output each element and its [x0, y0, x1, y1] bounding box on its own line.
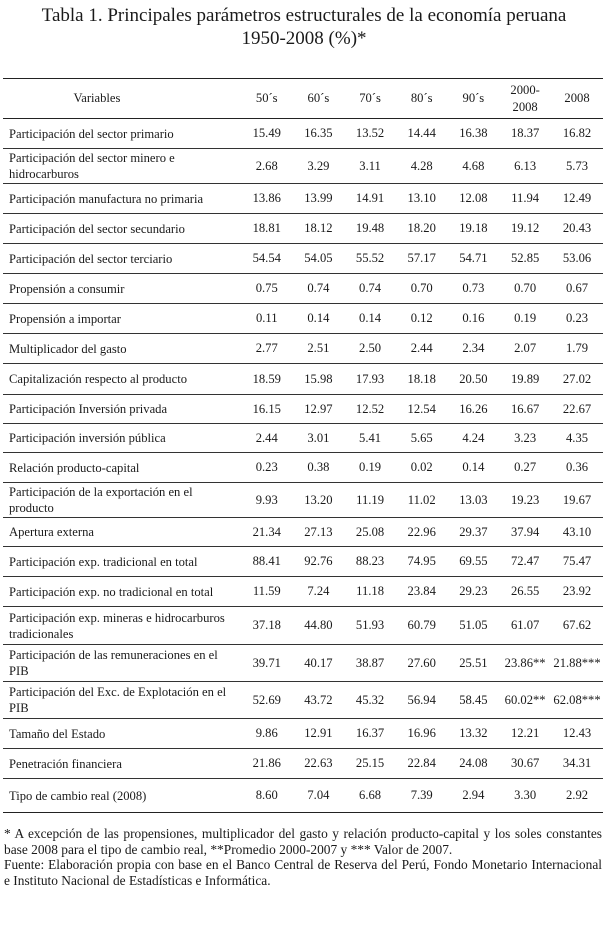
cell-value: 23.84: [407, 584, 436, 598]
cell-value: 12.54: [407, 401, 436, 416]
cell-value: 23.86**: [504, 655, 546, 670]
cell-value: 11.18: [356, 584, 384, 598]
row-label: Participación del sector secundario: [9, 221, 185, 236]
cell-value: 0.74: [307, 281, 330, 295]
cell-value: 18.37: [510, 126, 540, 140]
row-label: Tipo de cambio real (2008): [9, 788, 147, 803]
row-label: Participación inversión pública: [9, 431, 166, 445]
cell-value: 0.19: [359, 460, 382, 474]
cell-value: 7.04: [307, 788, 330, 802]
table-row: [3, 395, 603, 424]
cell-value: 60.79: [407, 618, 436, 632]
cell-value: 0.19: [514, 311, 537, 325]
cell-value: 12.43: [562, 726, 592, 740]
title-line-1: Tabla 1. Principales parámetros estructurales de la economía peruana: [41, 5, 567, 26]
cell-value: 18.59: [252, 371, 281, 386]
cell-value: 21.88***: [553, 655, 601, 670]
cell-value: 2.44: [255, 430, 278, 445]
row-label: Participación del Exc. de Explotación en el PIB: [9, 685, 227, 715]
cell-value: 19.18: [459, 221, 488, 235]
cell-value: 2.92: [566, 788, 589, 802]
cell-value: 4.28: [410, 158, 433, 173]
row-label: Participación exp. tradicional en total: [9, 554, 198, 569]
row-label: Participación exp. mineras e hidrocarburos tradicionales: [9, 610, 225, 641]
cell-value: 52.85: [510, 251, 540, 265]
table-row: [3, 518, 603, 547]
table-row: [3, 453, 603, 483]
cell-value: 60.02**: [504, 692, 546, 707]
cell-value: 61.07: [510, 618, 540, 632]
cell-value: 34.31: [562, 756, 592, 770]
cell-value: 3.30: [514, 788, 537, 802]
table-row: [3, 244, 603, 274]
cell-value: 12.52: [355, 401, 385, 416]
row-label: Participación exp. no tradicional en total: [9, 584, 214, 599]
cell-value: 5.73: [566, 158, 589, 173]
cell-value: 0.14: [359, 311, 382, 325]
cell-value: 3.23: [514, 430, 537, 445]
table-row: [3, 719, 603, 749]
cell-value: 16.35: [304, 126, 333, 140]
cell-value: 39.71: [252, 655, 281, 670]
cell-value: 74.95: [407, 554, 436, 568]
header-70s: 70´s: [359, 91, 381, 105]
table-row: [3, 334, 603, 364]
row-label: Participación de las remuneraciones en el PIB: [9, 648, 218, 678]
row-label: Propensión a importar: [9, 311, 121, 326]
table-row: [3, 274, 603, 304]
table-row: [3, 607, 603, 645]
table-row: [3, 149, 603, 184]
cell-value: 0.75: [255, 281, 278, 295]
table-body: [3, 119, 603, 813]
cell-value: 2.34: [462, 341, 485, 355]
cell-value: 56.94: [407, 692, 436, 707]
cell-value: 14.44: [407, 126, 436, 140]
cell-value: 0.23: [566, 311, 589, 325]
row-label: Penetración financiera: [9, 756, 122, 771]
cell-value: 0.12: [410, 311, 433, 325]
cell-value: 27.60: [407, 655, 436, 670]
cell-value: 7.24: [307, 584, 330, 598]
table-header-row: [3, 79, 603, 119]
cell-value: 18.81: [252, 221, 281, 235]
title-line-2: 1950-2008 (%)*: [241, 28, 367, 49]
cell-value: 12.97: [304, 401, 333, 416]
cell-value: 72.47: [510, 554, 540, 568]
cell-value: 40.17: [304, 655, 333, 670]
cell-value: 3.01: [307, 430, 330, 445]
header-2000-2008: 2000-2008: [510, 82, 540, 114]
cell-value: 52.69: [252, 692, 281, 707]
cell-value: 1.79: [566, 341, 589, 355]
cell-value: 88.23: [355, 554, 385, 568]
row-label: Participación manufactura no primaria: [9, 191, 204, 206]
cell-value: 0.67: [566, 281, 589, 295]
cell-value: 37.18: [252, 618, 281, 632]
cell-value: 2.50: [359, 341, 382, 355]
cell-value: 3.29: [307, 158, 330, 173]
cell-value: 0.70: [410, 281, 433, 295]
row-label: Apertura externa: [9, 525, 94, 539]
cell-value: 0.23: [255, 460, 278, 474]
cell-value: 27.13: [304, 524, 333, 539]
source-text: Fuente: Elaboración propia con base en el Banco Central de Reserva del Perú, Fondo Monetario Internacional e Instituto Nacional de Estadísticas e Informática.: [4, 857, 602, 888]
cell-value: 25.08: [355, 524, 385, 539]
cell-value: 45.32: [355, 692, 385, 707]
cell-value: 2.77: [255, 341, 278, 355]
table-row: [3, 424, 603, 453]
table-row: [3, 547, 603, 577]
cell-value: 18.20: [407, 221, 436, 235]
cell-value: 44.80: [304, 618, 333, 632]
cell-value: 4.24: [462, 430, 485, 445]
cell-value: 27.02: [562, 371, 592, 386]
cell-value: 38.87: [355, 655, 385, 670]
cell-value: 69.55: [459, 554, 488, 568]
cell-value: 51.93: [355, 618, 385, 632]
cell-value: 67.62: [562, 618, 592, 632]
cell-value: 18.12: [304, 221, 333, 235]
cell-value: 22.63: [304, 756, 333, 770]
cell-value: 2.51: [307, 341, 330, 355]
row-label: Multiplicador del gasto: [9, 341, 127, 356]
cell-value: 26.55: [510, 584, 540, 598]
cell-value: 6.13: [514, 158, 537, 173]
cell-value: 2.94: [462, 788, 485, 802]
cell-value: 54.05: [304, 251, 333, 265]
table-row: [3, 577, 603, 607]
cell-value: 16.26: [459, 401, 488, 416]
row-label: Participación del sector primario: [9, 126, 174, 141]
cell-value: 30.67: [510, 756, 540, 770]
cell-value: 4.35: [566, 430, 589, 445]
cell-value: 53.06: [562, 251, 592, 265]
header-50s: 50´s: [255, 91, 278, 105]
cell-value: 17.93: [355, 371, 385, 386]
row-label: Participación Inversión privada: [9, 402, 168, 416]
notes: [4, 826, 602, 888]
cell-value: 57.17: [407, 251, 436, 265]
cell-value: 5.41: [359, 430, 382, 445]
cell-value: 19.67: [562, 492, 592, 507]
cell-value: 13.86: [252, 191, 281, 205]
cell-value: 29.37: [459, 524, 488, 539]
cell-value: 18.18: [407, 371, 436, 386]
cell-value: 88.41: [252, 554, 281, 568]
cell-value: 9.86: [255, 726, 278, 740]
cell-value: 13.10: [407, 191, 436, 205]
cell-value: 22.84: [407, 756, 436, 770]
row-label: Propensión a consumir: [9, 281, 125, 296]
cell-value: 0.02: [410, 460, 433, 474]
cell-value: 22.67: [562, 401, 592, 416]
cell-value: 16.37: [355, 726, 385, 740]
cell-value: 12.21: [510, 726, 540, 740]
cell-value: 13.52: [355, 126, 385, 140]
cell-value: 8.60: [255, 788, 278, 802]
cell-value: 0.14: [307, 311, 330, 325]
table-row: [3, 119, 603, 149]
table-row: [3, 483, 603, 518]
cell-value: 15.49: [252, 126, 281, 140]
row-label: Participación del sector terciario: [9, 251, 173, 266]
cell-value: 37.94: [510, 524, 540, 539]
cell-value: 92.76: [304, 554, 333, 568]
cell-value: 21.34: [252, 524, 281, 539]
table-row: [3, 214, 603, 244]
cell-value: 16.67: [510, 401, 540, 416]
table-row: [3, 682, 603, 719]
table-row: [3, 304, 603, 334]
parameters-table: [3, 78, 603, 813]
cell-value: 19.48: [355, 221, 385, 235]
header-90s: 90´s: [462, 91, 485, 105]
header-2008: 2008: [564, 91, 590, 105]
table-title: [0, 0, 608, 50]
cell-value: 75.47: [562, 554, 592, 568]
cell-value: 0.11: [255, 311, 278, 325]
cell-value: 43.10: [562, 524, 592, 539]
cell-value: 11.19: [356, 492, 384, 507]
cell-value: 15.98: [304, 371, 333, 386]
cell-value: 11.02: [407, 492, 436, 507]
cell-value: 4.68: [462, 158, 485, 173]
cell-value: 54.54: [252, 251, 281, 265]
cell-value: 24.08: [459, 756, 488, 770]
table-row: [3, 645, 603, 682]
header-variables: Variables: [73, 91, 121, 105]
cell-value: 16.15: [252, 401, 281, 416]
row-label: Capitalización respecto al producto: [9, 372, 187, 386]
cell-value: 14.91: [355, 191, 385, 205]
cell-value: 0.38: [307, 460, 330, 474]
cell-value: 0.70: [514, 281, 537, 295]
row-label: Participación de la exportación en el producto: [9, 485, 193, 515]
cell-value: 16.96: [407, 726, 436, 740]
cell-value: 19.12: [510, 221, 540, 235]
cell-value: 13.03: [459, 492, 488, 507]
cell-value: 12.08: [459, 191, 488, 205]
cell-value: 2.44: [410, 341, 433, 355]
row-label: Relación producto-capital: [9, 460, 140, 475]
footnote-text: * A excepción de las propensiones, multiplicador del gasto y relación producto-capital y los soles constantes base 2008 para el tipo de cambio real, **Promedio 2000-2007 y *** Valor de 2007.: [4, 826, 602, 857]
cell-value: 19.23: [510, 492, 540, 507]
cell-value: 22.96: [407, 524, 436, 539]
cell-value: 7.39: [410, 788, 433, 802]
cell-value: 0.73: [462, 281, 485, 295]
cell-value: 13.99: [304, 191, 333, 205]
cell-value: 25.15: [355, 756, 385, 770]
cell-value: 25.51: [459, 655, 488, 670]
cell-value: 3.11: [359, 158, 381, 173]
cell-value: 6.68: [359, 788, 382, 802]
cell-value: 12.91: [304, 726, 333, 740]
header-60s: 60´s: [307, 91, 330, 105]
row-label: Tamaño del Estado: [9, 726, 106, 741]
cell-value: 20.43: [562, 221, 592, 235]
cell-value: 0.16: [462, 311, 485, 325]
cell-value: 2.68: [255, 158, 278, 173]
cell-value: 43.72: [304, 692, 333, 707]
cell-value: 5.65: [410, 430, 433, 445]
cell-value: 13.20: [304, 492, 333, 507]
cell-value: 9.93: [255, 492, 278, 507]
cell-value: 58.45: [459, 692, 488, 707]
cell-value: 0.36: [566, 460, 589, 474]
cell-value: 2.07: [514, 341, 537, 355]
cell-value: 11.59: [252, 584, 281, 598]
header-80s: 80´s: [410, 91, 433, 105]
cell-value: 21.86: [252, 756, 281, 770]
cell-value: 0.14: [462, 460, 485, 474]
cell-value: 12.49: [562, 191, 592, 205]
cell-value: 16.38: [459, 126, 488, 140]
cell-value: 0.74: [359, 281, 382, 295]
cell-value: 55.52: [355, 251, 385, 265]
table-row: [3, 364, 603, 395]
row-label: Participación del sector minero e hidrocarburos: [9, 151, 175, 181]
cell-value: 20.50: [459, 371, 488, 386]
cell-value: 62.08***: [553, 692, 601, 707]
table-row: [3, 184, 603, 214]
cell-value: 54.71: [459, 251, 488, 265]
table-row: [3, 779, 603, 813]
cell-value: 29.23: [459, 584, 488, 598]
cell-value: 11.94: [511, 191, 540, 205]
cell-value: 23.92: [562, 584, 592, 598]
cell-value: 51.05: [459, 618, 488, 632]
cell-value: 19.89: [510, 371, 540, 386]
cell-value: 16.82: [562, 126, 592, 140]
cell-value: 0.27: [514, 460, 537, 474]
table-row: [3, 749, 603, 779]
cell-value: 13.32: [459, 726, 488, 740]
